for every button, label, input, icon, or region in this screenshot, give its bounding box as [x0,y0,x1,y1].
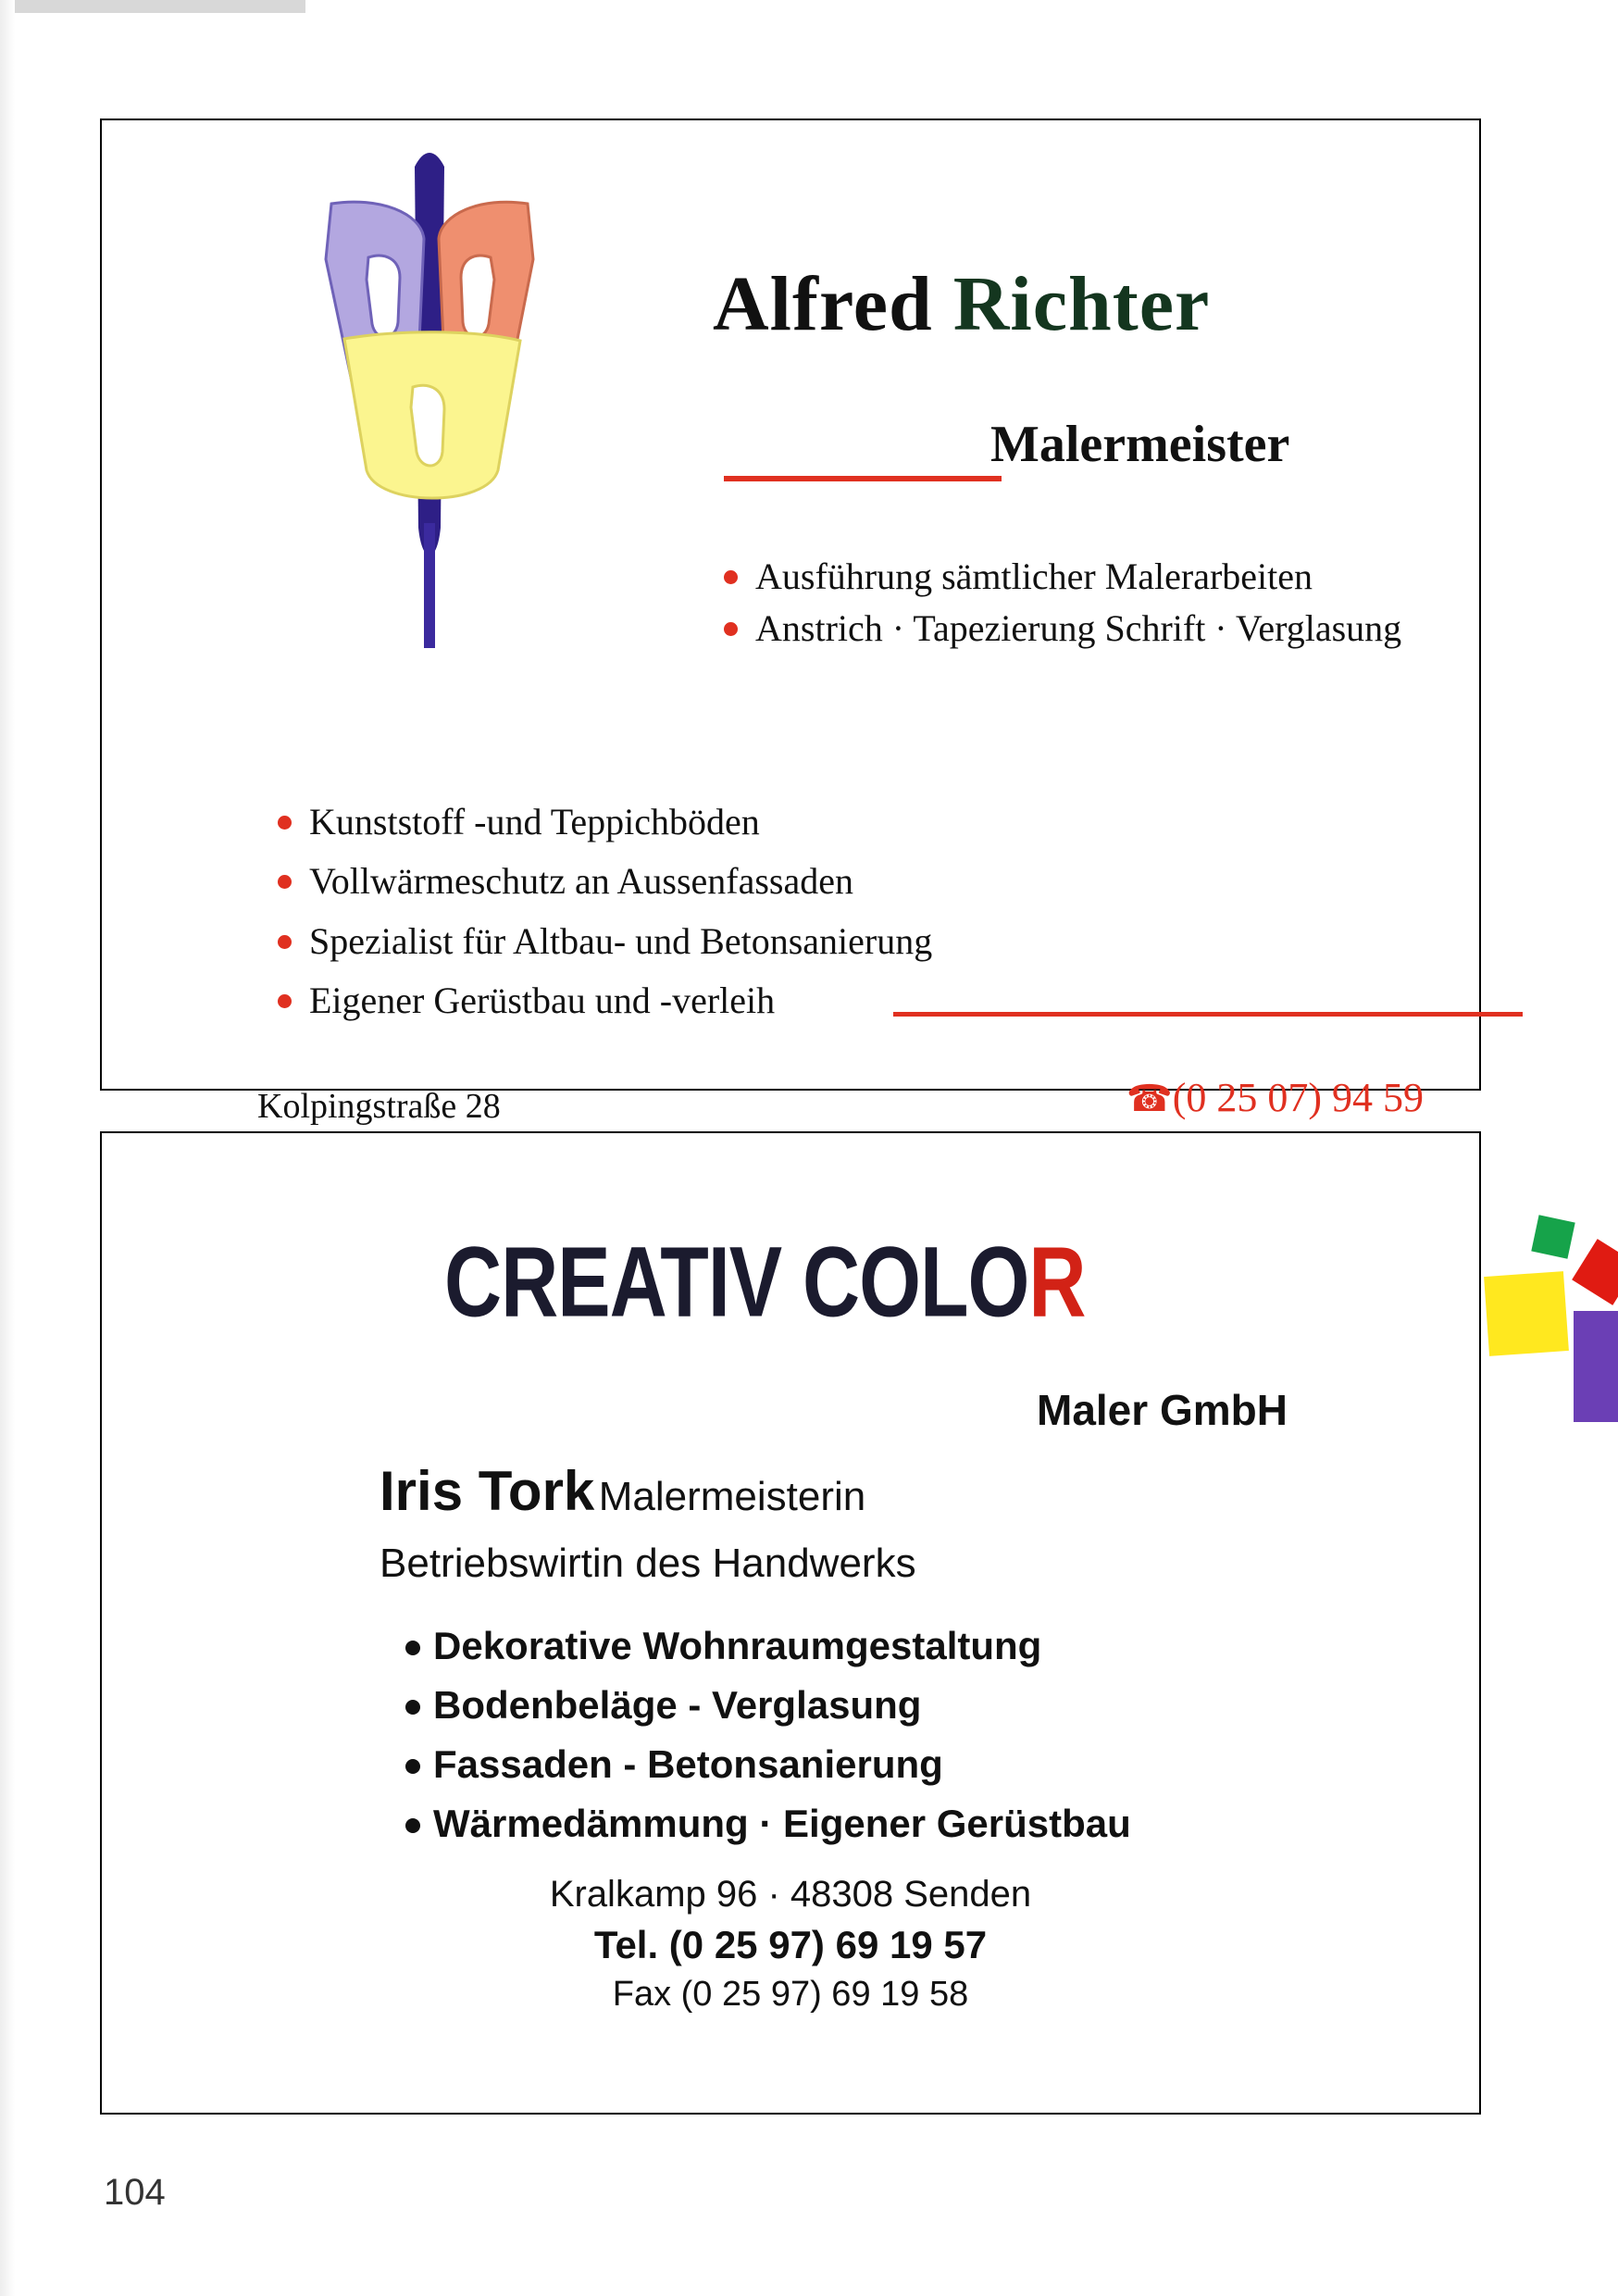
list-item: Ausführung sämtlicher Malerarbeiten [755,555,1440,598]
services-list [400,1624,1396,1861]
address-street: Kolpingstraße 28 [257,1087,501,1126]
phone-number: (0 25 07) 94 59 [1172,1075,1424,1120]
owner-title: Malermeisterin [598,1474,866,1519]
address-line: Kralkamp 96 · 48308 Senden [549,1874,1032,1915]
page-number: 104 [104,2172,166,2213]
title-rule [724,476,1002,481]
phone-number: Tel. (0 25 97) 69 19 57 [593,1923,988,1966]
company-subtitle: Malermeister [990,416,1290,473]
list-item: Wärmedämmung · Eigener Gerüstbau [433,1802,1396,1846]
services-top-list [724,555,1440,660]
list-item: Eigener Gerüstbau und -verleih [309,980,1420,1022]
list-item: Spezialist für Altbau- und Betonsanierung [309,920,1420,963]
scan-edge-top [0,0,305,13]
ad-creativ-color [100,1131,1481,2115]
wordmark-c: C [444,1227,502,1339]
owner-line [380,1459,865,1523]
divider-rule [893,1012,1523,1017]
telephone-icon: ☎ [1126,1078,1173,1119]
list-item: Fassaden - Betonsanierung [433,1742,1396,1787]
creativcolor-wordmark [444,1226,1166,1341]
paintbrush-logo-icon [259,130,592,704]
scan-edge-left [0,0,15,2296]
company-title-first: Alfred [713,261,933,347]
fax-number: Fax (0 25 97) 69 19 58 [612,1975,969,2014]
creativcolor-logo [444,1226,1166,1346]
list-item: Bodenbeläge - Verglasung [433,1683,1396,1728]
ad-alfred-richter [100,119,1481,1126]
company-title-last: Richter [952,261,1211,347]
list-item: Dekorative Wohnraumgestaltung [433,1624,1396,1668]
owner-role: Betriebswirtin des Handwerks [380,1541,916,1586]
logo-shapes-icon [1481,1207,1618,1448]
list-item: Kunststoff -und Teppichböden [309,801,1420,843]
list-item: Anstrich · Tapezierung Schrift · Verglasung [755,607,1440,650]
list-item: Vollwärmeschutz an Aussenfassaden [309,860,1420,903]
contact-block [102,1874,1479,2015]
phone-line [1126,1074,1424,1121]
wordmark-mid: REATIV COLO [501,1227,1029,1339]
services-bottom-list [278,801,1420,1040]
wordmark-r: R [1028,1227,1086,1339]
owner-name: Iris Tork [380,1460,595,1522]
company-title [713,259,1210,349]
gmbh-label: Maler GmbH [1037,1386,1288,1434]
